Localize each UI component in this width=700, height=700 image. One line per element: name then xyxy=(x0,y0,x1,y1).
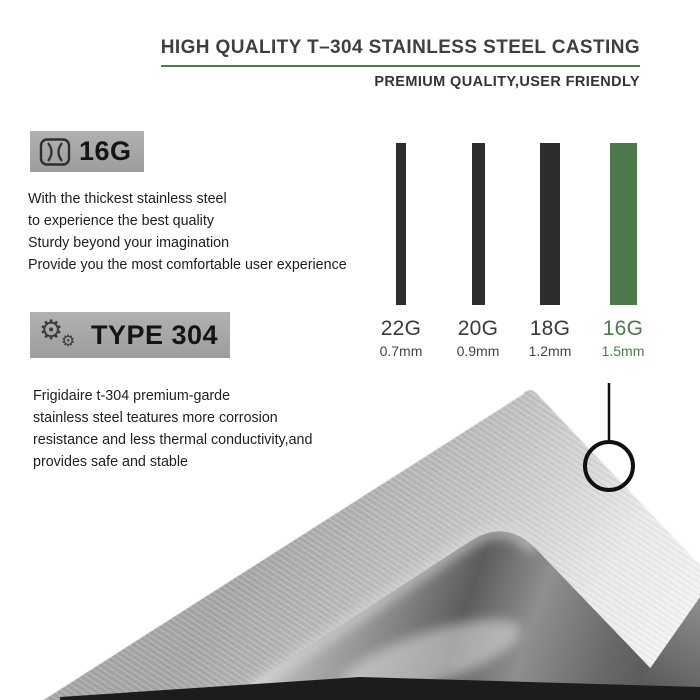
sink-photo-shapes xyxy=(42,389,700,700)
paragraph-line: provides safe and stable xyxy=(33,454,188,470)
paragraph-line: Sturdy beyond your imagination xyxy=(28,235,230,251)
page-subtitle: PREMIUM QUALITY,USER FRIENDLY xyxy=(374,74,640,90)
page-title: HIGH QUALITY T–304 STAINLESS STEEL CASTING xyxy=(160,37,640,58)
paragraph-line: Frigidaire t-304 premium-garde xyxy=(33,388,231,404)
paragraph-line: Provide you the most comfortable user experience xyxy=(28,257,347,273)
thickness-label: 1.2mm xyxy=(528,343,572,359)
thickness-label: 1.5mm xyxy=(601,343,645,359)
gear-icon: ⚙ xyxy=(61,331,76,350)
badge-16g-label: 16G xyxy=(79,136,132,166)
gear-icon: ⚙ xyxy=(39,315,64,346)
paragraph-line: to experience the best quality xyxy=(28,213,214,229)
paragraph-line: stainless steel teatures more corrosion xyxy=(33,410,278,426)
gauge-label: 16G xyxy=(602,317,644,340)
thickness-label: 0.9mm xyxy=(456,343,500,359)
gauge-label: 18G xyxy=(529,317,571,340)
gauge-label: 20G xyxy=(457,317,499,340)
thickness-label: 0.7mm xyxy=(379,343,423,359)
paragraph-line: resistance and less thermal conductivity,and xyxy=(33,432,313,448)
paragraph-line: With the thickest stainless steel xyxy=(28,191,227,207)
gauge-label: 22G xyxy=(380,317,422,340)
badge-type304-label: TYPE 304 xyxy=(91,319,219,350)
